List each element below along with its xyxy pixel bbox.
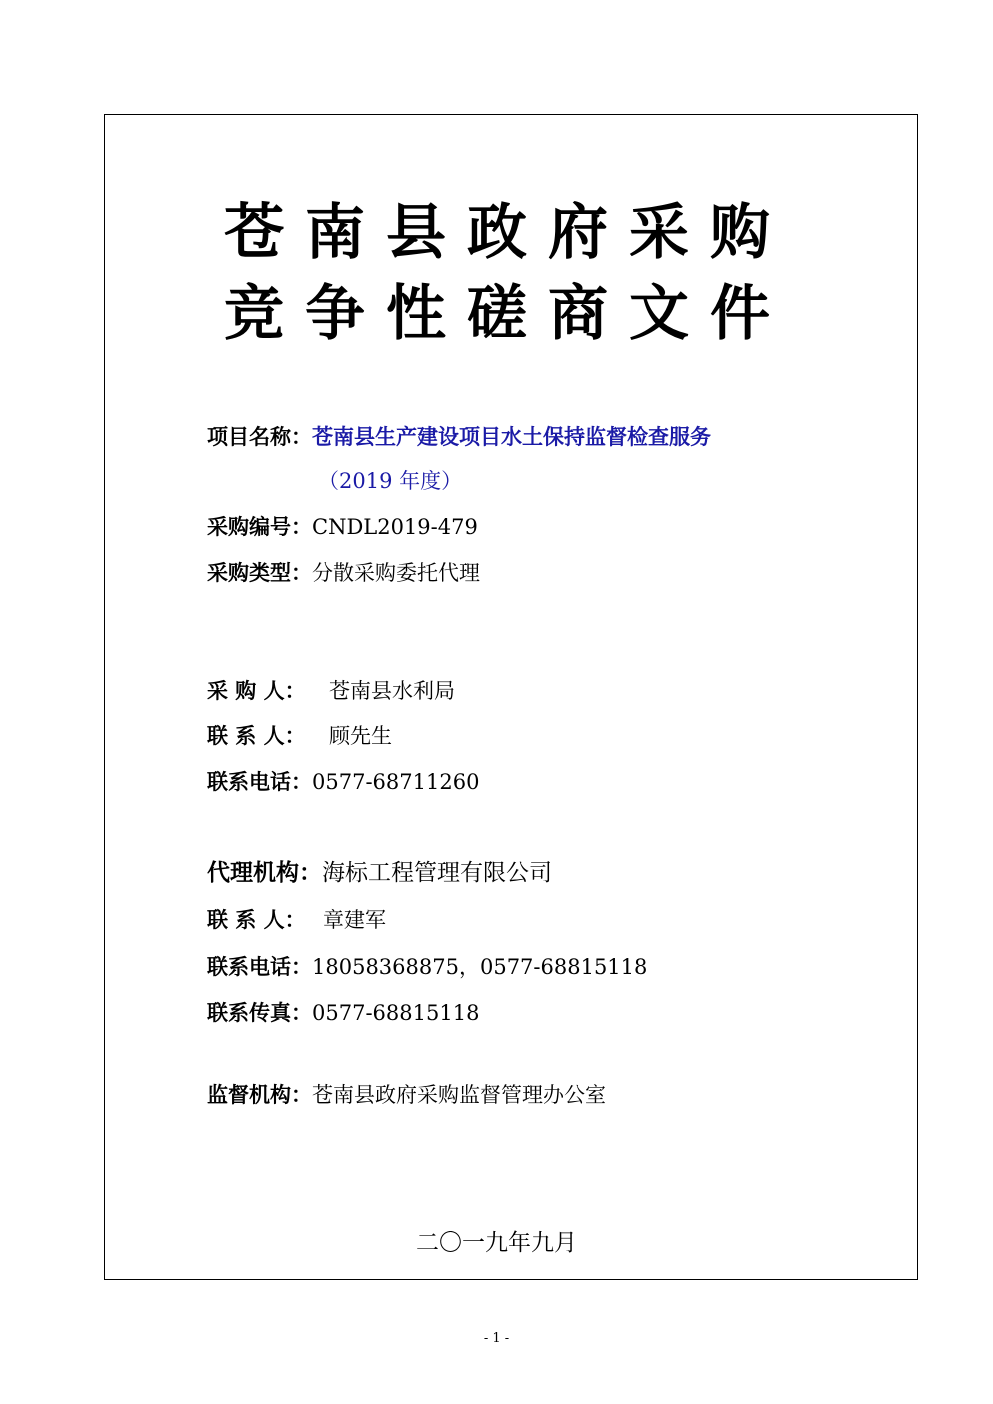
supervision-value: 苍南县政府采购监督管理办公室 xyxy=(312,1083,606,1107)
purchaser-phone-label: 联系电话： xyxy=(207,770,312,794)
project-code-value: CNDL2019-479 xyxy=(312,515,478,539)
purchaser-contact-row xyxy=(207,721,392,751)
agency-value: 海标工程管理有限公司 xyxy=(322,860,552,886)
agency-phone-value: 18058368875，0577-68815118 xyxy=(312,955,648,979)
purchaser-value: 苍南县水利局 xyxy=(329,679,455,703)
page-number: - 1 - xyxy=(483,1331,510,1346)
document-title-line-1: 苍南县政府采购 xyxy=(224,198,791,268)
supervision-label: 监督机构： xyxy=(207,1083,312,1107)
project-type-label: 采购类型： xyxy=(207,561,312,585)
document-date: 二〇一九年九月 xyxy=(416,1230,577,1256)
project-name-continuation-row xyxy=(318,466,462,496)
purchaser-contact-value: 顾先生 xyxy=(329,724,392,748)
document-title-line-2: 竞争性磋商文件 xyxy=(224,279,791,349)
agency-fax-label: 联系传真： xyxy=(207,1001,312,1025)
project-name-row xyxy=(207,422,711,452)
purchaser-phone-value: 0577-68711260 xyxy=(312,770,480,794)
supervision-row xyxy=(207,1080,606,1110)
purchaser-phone-row xyxy=(207,767,479,797)
agency-contact-value: 章建军 xyxy=(323,908,386,932)
purchaser-label: 采 购 人： xyxy=(207,679,306,703)
agency-phone-label: 联系电话： xyxy=(207,955,312,979)
project-code-row xyxy=(207,512,478,542)
project-name-value: 苍南县生产建设项目水土保持监督检查服务 xyxy=(312,425,711,449)
agency-fax-row xyxy=(207,998,479,1028)
agency-label: 代理机构： xyxy=(207,860,322,886)
agency-row xyxy=(207,858,552,888)
agency-contact-row xyxy=(207,905,386,935)
agency-contact-label: 联 系 人： xyxy=(207,908,306,932)
purchaser-contact-label: 联 系 人： xyxy=(207,724,306,748)
purchaser-row xyxy=(207,676,455,706)
agency-phone-row xyxy=(207,952,647,982)
project-name-year: （2019 年度） xyxy=(318,469,463,493)
project-name-label: 项目名称： xyxy=(207,425,312,449)
agency-fax-value: 0577-68815118 xyxy=(312,1001,480,1025)
project-type-value: 分散采购委托代理 xyxy=(312,561,480,585)
project-code-label: 采购编号： xyxy=(207,515,312,539)
project-type-row xyxy=(207,558,480,588)
